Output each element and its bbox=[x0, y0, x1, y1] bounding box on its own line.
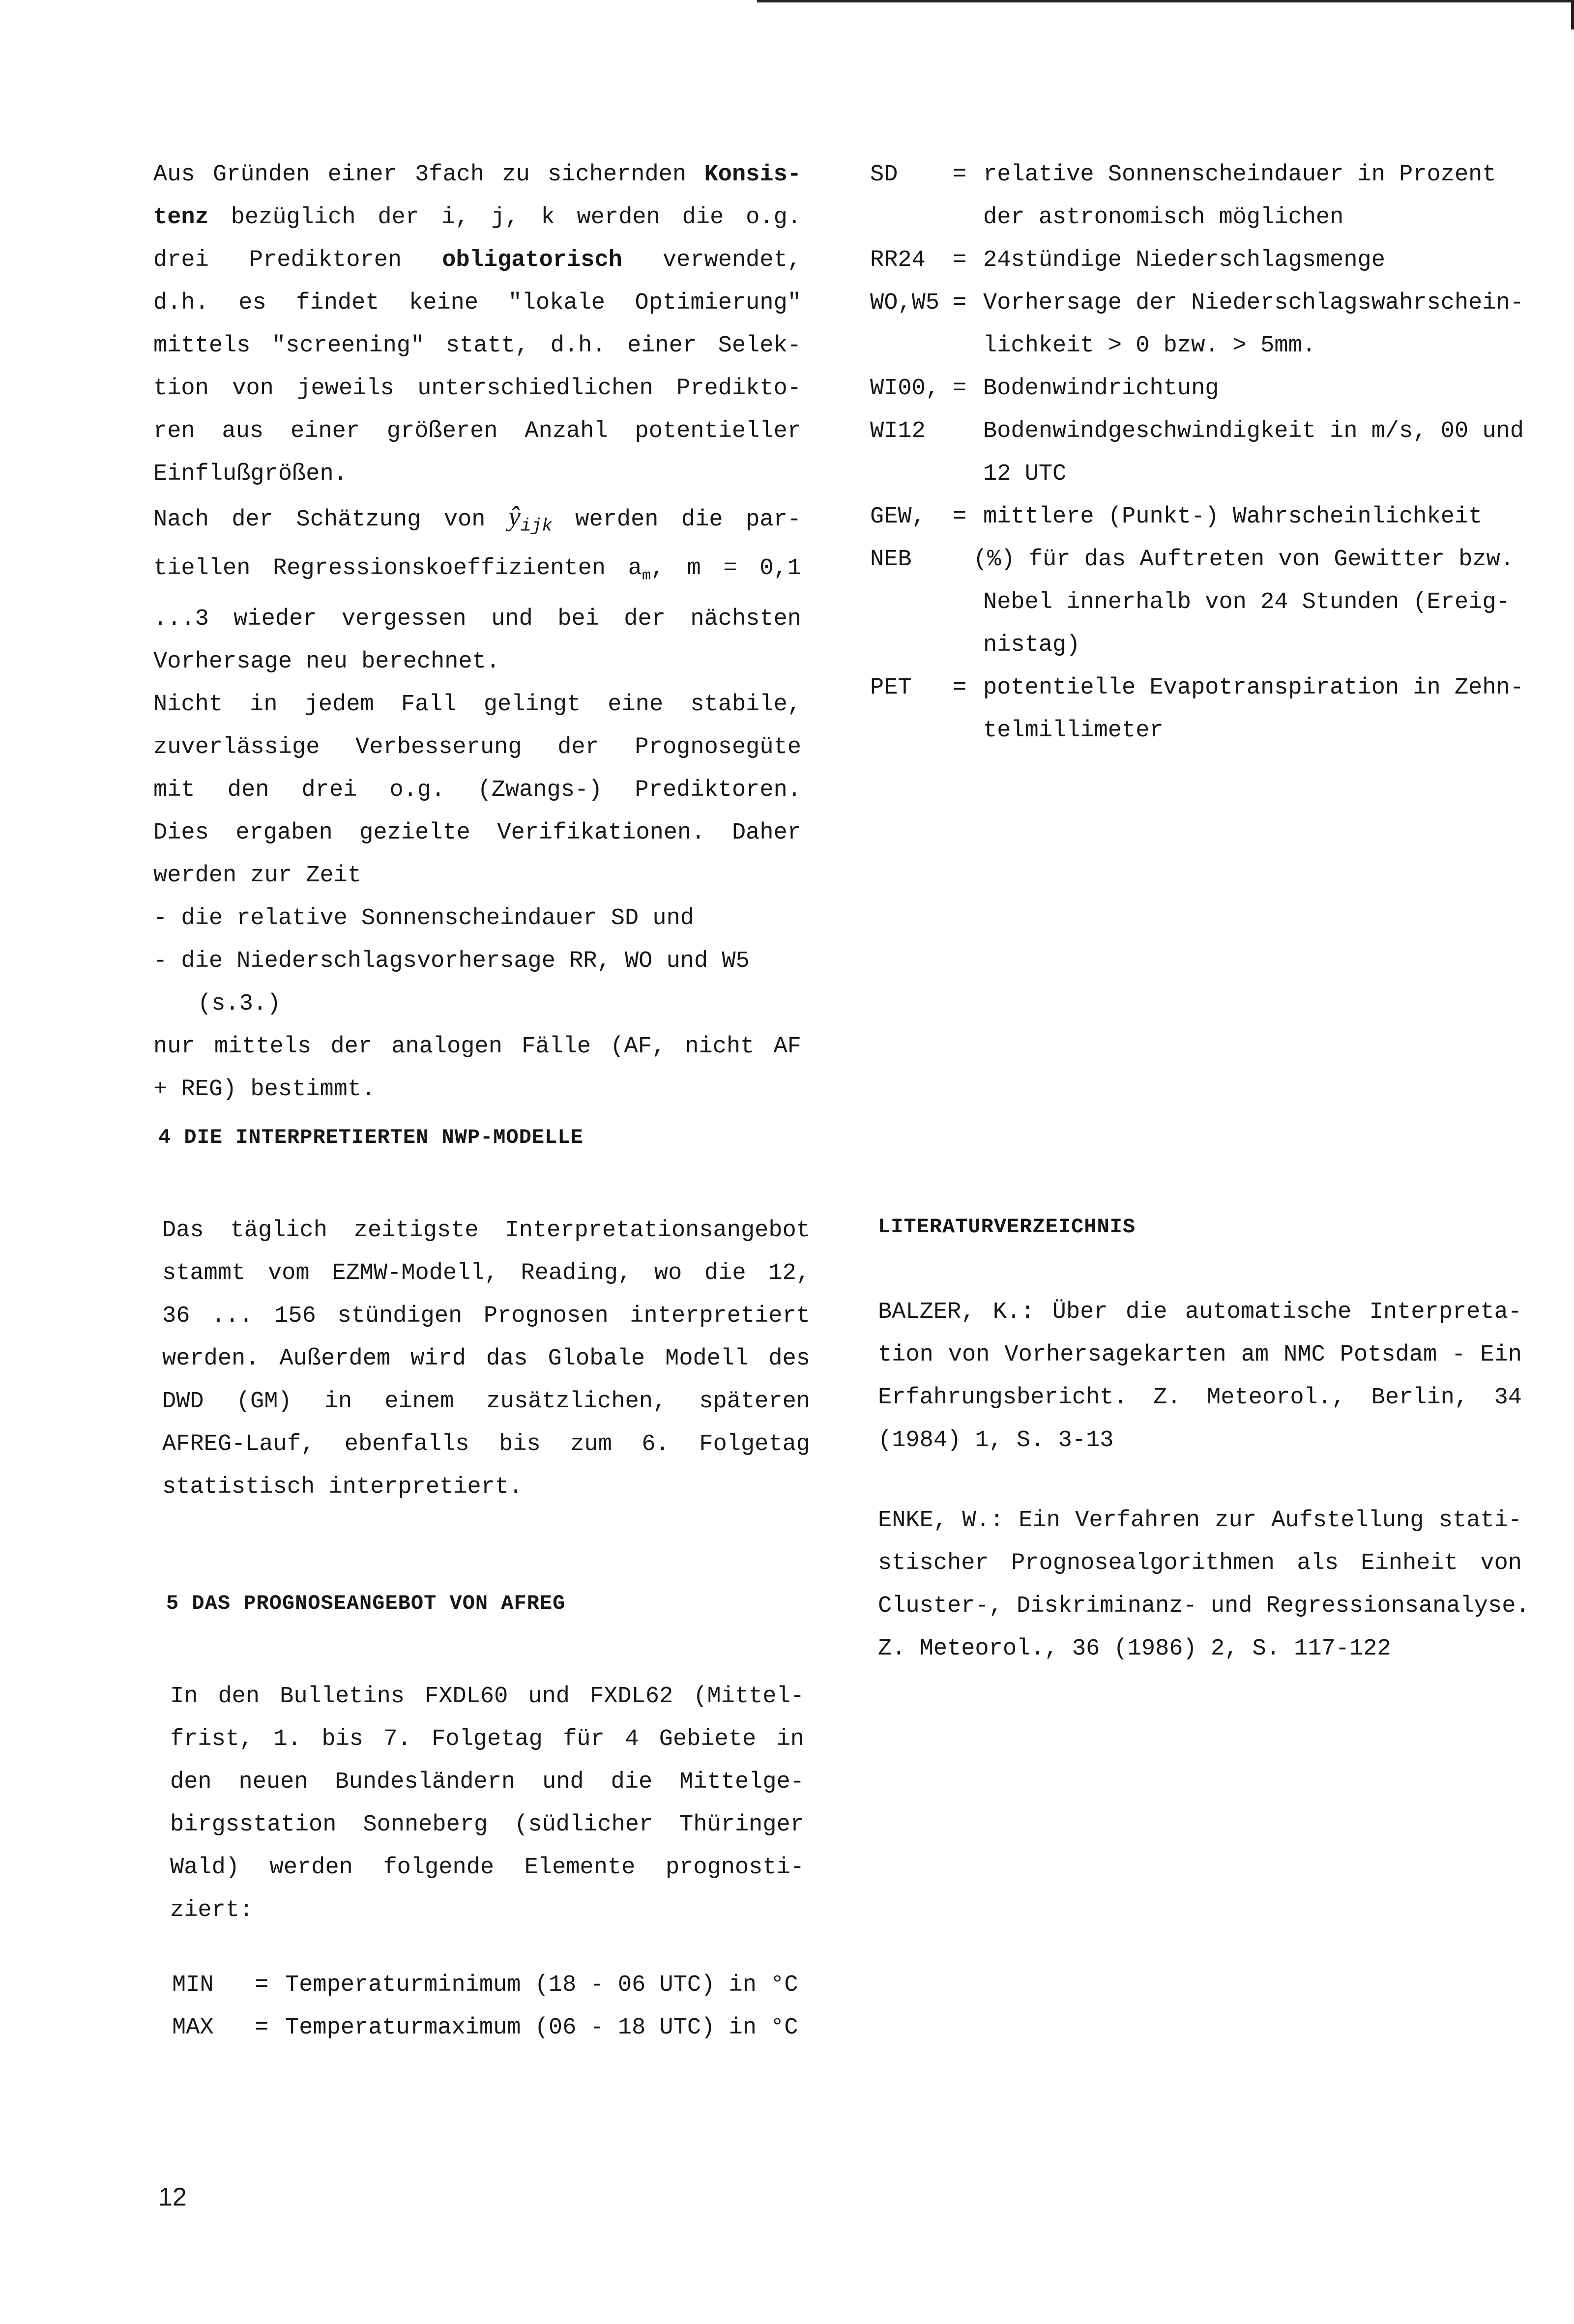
text-line: (s.3.) bbox=[198, 990, 281, 1017]
def-abbr: MAX bbox=[172, 2015, 214, 2041]
def-abbr: MIN bbox=[172, 1972, 214, 1998]
text-line: Einflußgrößen. bbox=[153, 461, 348, 487]
text-line: werden zur Zeit bbox=[153, 862, 362, 889]
def-text: Bodenwindgeschwindigkeit in m/s, 00 und bbox=[983, 418, 1524, 444]
definition-list-right bbox=[870, 153, 1524, 743]
text-line: drei Prediktoren obligatorisch verwendet, bbox=[153, 247, 801, 273]
def-equals: = bbox=[255, 1972, 269, 1998]
page-number: 12 bbox=[158, 2183, 187, 2211]
text-line: ziert: bbox=[170, 1897, 254, 1923]
text-line: Nach der Schätzung von $ŷ_{ijk}$ werden die par- bbox=[153, 501, 801, 536]
def-text: Bodenwindrichtung bbox=[983, 376, 1219, 402]
def-equals: = bbox=[255, 2015, 269, 2041]
text-line: In den Bulletins FXDL60 und FXDL62 (Mittel- bbox=[170, 1684, 804, 1710]
def-text: der astronomisch möglichen bbox=[983, 204, 1344, 231]
top-corner-mark bbox=[1571, 0, 1574, 29]
text-line: tion von jeweils unterschiedlichen Predikto- bbox=[153, 376, 801, 402]
text-line: den neuen Bundesländern und die Mittelge- bbox=[170, 1769, 804, 1795]
text-line: frist, 1. bis 7. Folgetag für 4 Gebiete in bbox=[170, 1726, 804, 1752]
def-equals: = bbox=[953, 290, 967, 316]
list-item: - die Niederschlagsvorhersage RR, WO und W5 bbox=[153, 948, 750, 974]
def-abbr: GEW, bbox=[870, 504, 926, 530]
text-line: Nicht in jedem Fall gelingt eine stabile, bbox=[153, 691, 801, 718]
def-text: Temperaturmaximum (06 - 18 UTC) in °C bbox=[285, 2015, 798, 2041]
def-equals: = bbox=[953, 675, 967, 701]
section-heading-5: 5 DAS PROGNOSEANGEBOT VON AFREG bbox=[166, 1592, 566, 1615]
text-line: d.h. es findet keine "lokale Optimierung" bbox=[153, 290, 801, 316]
text-line: mittels "screening" statt, d.h. einer Selek- bbox=[153, 333, 801, 359]
text-line: ENKE, W.: Ein Verfahren zur Aufstellung stati- bbox=[878, 1508, 1522, 1534]
text-line: tenz bezüglich der i, j, k werden die o.g. bbox=[153, 204, 801, 231]
text-line: Vorhersage neu berechnet. bbox=[153, 648, 500, 675]
text-line: stischer Prognosealgorithmen als Einheit von bbox=[878, 1550, 1522, 1576]
text-line: Z. Meteorol., 36 (1986) 2, S. 117-122 bbox=[878, 1636, 1391, 1662]
literature-ref-1 bbox=[878, 1291, 1522, 1462]
top-border-line bbox=[757, 0, 1574, 2]
def-text: Vorhersage der Niederschlagswahrschein- bbox=[983, 290, 1524, 316]
def-text: 12 UTC bbox=[983, 461, 1067, 487]
def-abbr: SD bbox=[870, 162, 898, 188]
def-equals: = bbox=[953, 376, 967, 402]
text-line: birgsstation Sonneberg (südlicher Thüringer bbox=[170, 1812, 804, 1838]
def-text: 24stündige Niederschlagsmenge bbox=[983, 247, 1385, 273]
text-line: mit den drei o.g. (Zwangs-) Prediktoren. bbox=[153, 777, 801, 803]
def-text: potentielle Evapotranspiration in Zehn- bbox=[983, 675, 1524, 701]
def-equals: = bbox=[953, 504, 967, 530]
def-text: mittlere (Punkt-) Wahrscheinlichkeit bbox=[983, 504, 1483, 530]
def-abbr: PET bbox=[870, 675, 912, 701]
section-4-body bbox=[162, 1209, 810, 1509]
def-abbr: RR24 bbox=[870, 247, 926, 273]
text-line: zuverlässige Verbesserung der Prognosegüte bbox=[153, 734, 801, 760]
text-line: Dies ergaben gezielte Verifikationen. Daher bbox=[153, 819, 801, 846]
literature-heading: LITERATURVERZEICHNIS bbox=[878, 1215, 1136, 1239]
def-text: (%) für das Auftreten von Gewitter bzw. bbox=[973, 547, 1514, 573]
text-line: statistisch interpretiert. bbox=[162, 1474, 523, 1500]
text-line: Aus Gründen einer 3fach zu sichernden Konsis- bbox=[153, 162, 801, 188]
text-line: ren aus einer größeren Anzahl potentieller bbox=[153, 418, 801, 444]
text-line: nur mittels der analogen Fälle (AF, nicht AF bbox=[153, 1033, 801, 1060]
text-line: ...3 wieder vergessen und bei der nächsten bbox=[153, 606, 801, 632]
text-line: Cluster-, Diskriminanz- und Regressionsanalyse. bbox=[878, 1593, 1530, 1619]
def-abbr: WI00, bbox=[870, 376, 940, 402]
text-line: 36 ... 156 stündigen Prognosen interpretiert bbox=[162, 1303, 810, 1329]
section-5-body bbox=[170, 1675, 804, 1932]
text-line: (1984) 1, S. 3-13 bbox=[878, 1427, 1114, 1453]
def-equals: = bbox=[953, 247, 967, 273]
left-column-text bbox=[153, 153, 801, 1111]
def-text: nistag) bbox=[983, 632, 1080, 658]
text-line: BALZER, K.: Über die automatische Interpreta- bbox=[878, 1299, 1522, 1325]
text-line: tiellen Regressionskoeffizienten $a_m$, m = 0,1 bbox=[153, 555, 801, 584]
def-text: relative Sonnenscheindauer in Prozent bbox=[983, 162, 1496, 188]
def-text: Temperaturminimum (18 - 06 UTC) in °C bbox=[285, 1972, 798, 1998]
def-abbr: WO,W5 bbox=[870, 290, 940, 316]
text-line: Wald) werden folgende Elemente prognosti- bbox=[170, 1855, 804, 1881]
text-line: + REG) bestimmt. bbox=[153, 1076, 376, 1103]
list-item: - die relative Sonnenscheindauer SD und bbox=[153, 905, 694, 931]
def-text: Nebel innerhalb von 24 Stunden (Ereig- bbox=[983, 589, 1510, 615]
def-abbr: WI12 bbox=[870, 418, 926, 444]
text-line: tion von Vorhersagekarten am NMC Potsdam - Ein bbox=[878, 1342, 1522, 1368]
text-line: Das täglich zeitigste Interpretationsangebot bbox=[162, 1218, 810, 1244]
def-text: lichkeit > 0 bzw. > 5mm. bbox=[983, 333, 1316, 359]
section-heading-4: 4 DIE INTERPRETIERTEN NWP-MODELLE bbox=[158, 1126, 583, 1149]
def-abbr: NEB bbox=[870, 547, 912, 573]
text-line: stammt vom EZMW-Modell, Reading, wo die 12, bbox=[162, 1260, 810, 1286]
text-line: Erfahrungsbericht. Z. Meteorol., Berlin, 34 bbox=[878, 1385, 1522, 1411]
text-line: DWD (GM) in einem zusätzlichen, späteren bbox=[162, 1389, 810, 1415]
text-line: AFREG-Lauf, ebenfalls bis zum 6. Folgetag bbox=[162, 1431, 810, 1457]
literature-ref-2 bbox=[878, 1499, 1530, 1670]
definition-list-temperature bbox=[172, 1964, 811, 2052]
def-equals: = bbox=[953, 162, 967, 188]
text-line: werden. Außerdem wird das Globale Modell des bbox=[162, 1346, 810, 1372]
def-text: telmillimeter bbox=[983, 718, 1164, 744]
